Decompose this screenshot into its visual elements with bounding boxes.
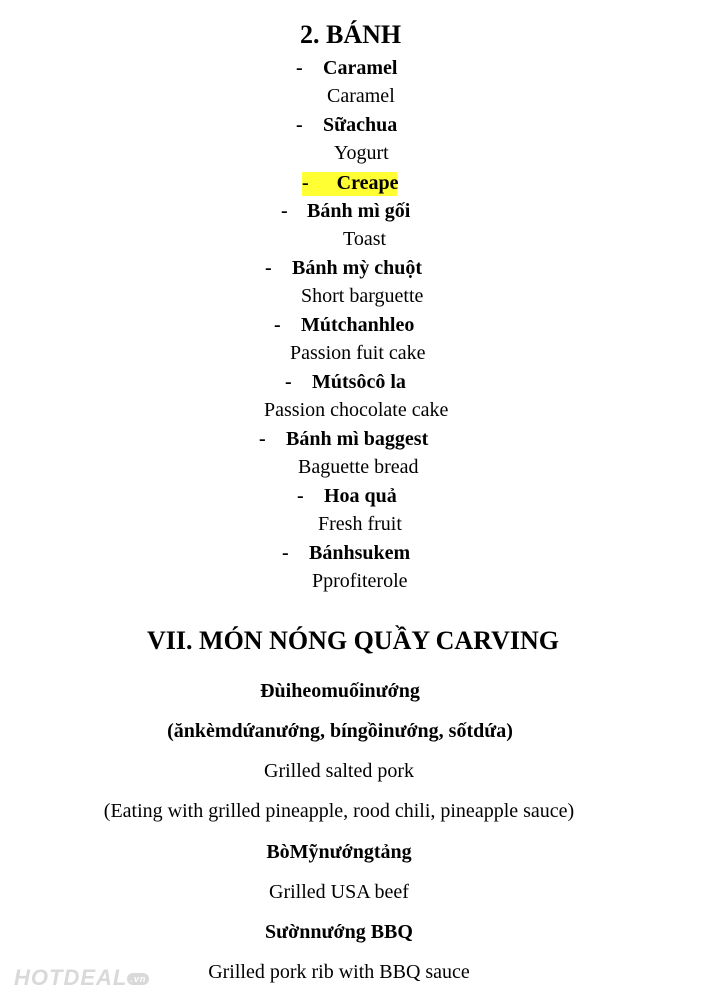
item-name-vi: Sữachua (323, 114, 398, 136)
item-name-en: Yogurt (334, 142, 389, 164)
dish-name-en: Grilled salted pork (264, 760, 414, 782)
item-name-vi: Creape (336, 172, 399, 194)
item-name-en: Passion fuit cake (290, 342, 426, 364)
item-name-vi: Bánh mì gối (307, 200, 411, 222)
item-name-en: Pprofiterole (312, 570, 408, 592)
section-title-carving: VII. MÓN NÓNG QUẦY CARVING (147, 626, 559, 655)
item-name-en: Passion chocolate cake (264, 399, 449, 421)
watermark-text: HOTDEAL (14, 965, 128, 990)
item-name-vi: Bánh mỳ chuột (292, 257, 423, 279)
item-name-en: Fresh fruit (318, 513, 402, 535)
item-name-en: Short barguette (301, 285, 424, 307)
dish-name-vi: Đùiheomuốinướng (260, 680, 420, 702)
item-name-en: Caramel (327, 85, 395, 107)
list-dash: - (265, 257, 272, 279)
item-name-vi: Bánhsukem (309, 542, 411, 564)
list-dash: - (259, 428, 266, 450)
list-dash: - (282, 542, 289, 564)
item-name-vi: Mútsôcô la (312, 371, 406, 393)
item-name-vi: Mútchanhleo (301, 314, 415, 336)
list-dash: - (285, 371, 292, 393)
item-name-en: Baguette bread (298, 456, 419, 478)
list-dash: - (296, 114, 303, 136)
dish-name-en: Grilled pork rib with BBQ sauce (208, 961, 470, 983)
highlighted-item (302, 172, 397, 196)
section-title-banh: 2. BÁNH (300, 20, 402, 49)
list-dash: - (297, 485, 304, 507)
item-name-en: Toast (343, 228, 387, 250)
dish-name-vi: BòMỹnướngtảng (266, 841, 412, 863)
watermark-suffix: .vn (127, 973, 149, 985)
list-dash: - (302, 172, 309, 194)
list-dash: - (281, 200, 288, 222)
dish-note-en: (Eating with grilled pineapple, rood chili, pineapple sauce) (103, 800, 575, 822)
item-name-vi: Caramel (323, 57, 398, 79)
list-dash: - (274, 314, 281, 336)
item-name-vi: Bánh mì baggest (286, 428, 429, 450)
dish-name-vi: Sườnnướng BBQ (265, 921, 413, 943)
list-dash: - (296, 57, 303, 79)
item-name-vi: Hoa quả (324, 485, 397, 507)
hotdeal-watermark (14, 965, 149, 991)
dish-name-en: Grilled USA beef (269, 881, 409, 903)
dish-note-vi: (ănkèmdứanướng, bíngồinướng, sốtdứa) (167, 720, 513, 742)
